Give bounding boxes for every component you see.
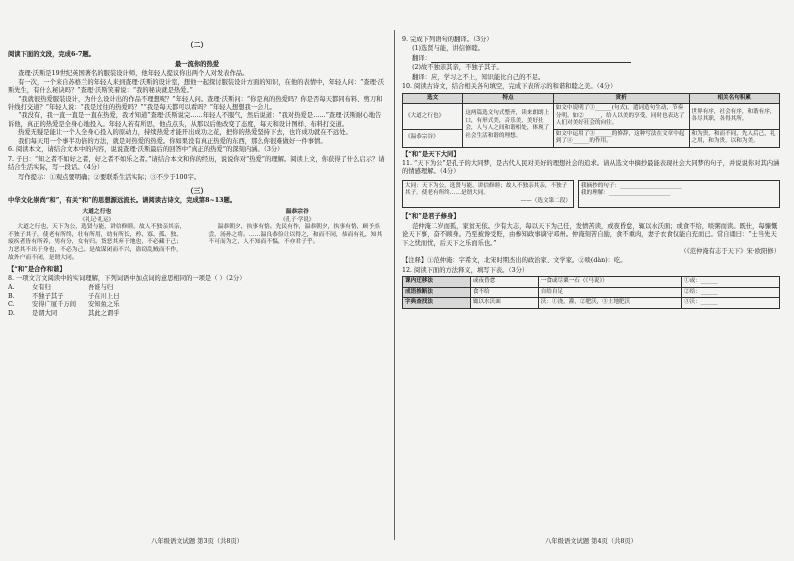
poem-1	[8, 209, 186, 263]
quote-text: 大同：天下为公，选贤与能，讲信修睦；故人不独亲其亲，不独子其子。使老有所终……是谓大同。	[405, 182, 568, 197]
table-cell: 《大道之行也》	[403, 104, 463, 129]
option-key[interactable]: C.	[8, 301, 15, 309]
answer-cell[interactable]: ③沃：______	[681, 298, 779, 308]
question-9-a: (1)选贤与能，讲信修睦。	[412, 45, 484, 53]
option-a-word: 不独子其子	[32, 292, 64, 300]
article-para-3: “我就很热爱服装设计，为什么设计出的作品不理想呢？”年轻人问。查理·沃斯问：“你是真的热爱吗？你是否每天都同布料、剪刀和针线打交道？”年轻人说：“我是过往的热爱吗？”“我是每天都可以看吗？”年轻人想想我一会儿。	[8, 95, 383, 111]
option-a-word: 女有归	[32, 284, 51, 292]
answer-understanding[interactable]: 我的理解：______________________	[580, 190, 671, 197]
question-11-boxes	[402, 178, 780, 210]
answer-label: 翻译：	[412, 54, 431, 62]
reading-intro-2: 中华文化崇尚“和”，有关“和”的思想源远流长。请阅读古诗文，完成第8~13题。	[8, 197, 237, 205]
question-9-b: (2)故不独亲其亲，不独子其子。	[412, 64, 503, 72]
question-8: 8. 一项文言文阅读中的实词理解，下列词语中加点词的意思相同的一项是（ ）（2分）	[8, 275, 246, 283]
example-cell: 辄以水沃面	[470, 298, 538, 308]
table-row	[403, 298, 780, 308]
option-key[interactable]: B.	[8, 292, 15, 300]
left-page	[8, 36, 386, 532]
right-page	[402, 36, 780, 532]
poem-1-body: 大道之行也，天下为公，选贤与能，讲信修睦。故人不独亲其亲，不独子其子，使老有所终，壮有所用，幼有所长，矜、寡、孤、独、废疾者皆有所养，男有分，女有归。货恶其弃于地也，不必藏于己；力恶其不出于身也，不必为己。是故谋闭而不兴，盗窃乱贼而不作，故外户而不闭，是谓大同。	[8, 223, 186, 261]
poem-2-source: 《孔子·学说》	[280, 216, 315, 223]
table-cell: 世界有序，社会有序，和谐有序，各尽其职，各得其所。	[689, 104, 780, 129]
question-7: 7. 子曰：“知之者不如好之者，好之者不如乐之者。”请结合本文和你的经历，说说你对“热爱”的理解。阅读上文，你获得了什么启示？请结合生活实际，写一段话。（4分）	[8, 155, 385, 172]
question-8-options	[8, 284, 386, 318]
table-cell: 《温恭宗谷》	[403, 129, 463, 147]
table-header: 特点	[463, 93, 553, 103]
question-9-a-answer	[402, 55, 780, 63]
table-row	[403, 129, 780, 147]
question-9: 9. 完成下列语句的翻译。（3分）	[402, 36, 493, 43]
table-cell: 和为贵，和而不同，先人后己，礼之用，和为贵，以和为美。	[689, 129, 780, 147]
question-7-requirements: 写作提示：①观点要明确；②要联系生活实际；③不少于100字。	[18, 173, 201, 181]
method-cell: 课内迁移法	[403, 277, 471, 287]
table-header: 选文	[403, 93, 463, 103]
question-10: 10. 阅读古诗文，结合相关各句填空，完成下表所示的和谐和睦之美。（4分）	[402, 83, 617, 91]
option-a-word: 安得广厦千万间	[32, 301, 77, 309]
question-6: 6. 阅读本文，请结合文本中的内容，说说查理·沃斯最后的回答中“真正的热爱”的深刻内涵。（3分）	[8, 146, 284, 154]
poem-1-title: 大道之行也	[82, 208, 112, 215]
link-cell: 自给自足	[538, 287, 681, 297]
sub-heading-harmony: 【“和”是合作和谐】	[8, 265, 66, 273]
answer-sentence[interactable]: 我摘抄的句子：______________________	[580, 182, 682, 189]
reading-intro: 阅读下面的文段，完成6-7题。	[8, 51, 95, 59]
option-key[interactable]: D.	[8, 309, 15, 317]
question-12-table	[402, 276, 780, 308]
option-b-word: 吾谁与归	[88, 284, 114, 292]
example-cell: 或夜昏怠	[470, 277, 538, 287]
poem-2-title: 温恭宗谷	[285, 208, 309, 215]
question-9-b-answer: 翻译：应，学习之不上，知识能比自己的不足。	[412, 73, 545, 81]
poem-2	[208, 209, 386, 263]
link-cell: 沃：①浇，灌，②肥沃，③土地肥沃	[538, 298, 681, 308]
article-para-2: 有一次，一个来自苏格兰的年轻人来到查理·沃斯的设计室，想他一起探讨服装设计方面的知识，在他的表情中，年轻人问：“查理·沃斯先生，有什么秘诀吗？”查理·沃斯笑着说：“我的秘诀就是热爱。”	[8, 78, 385, 95]
passage-note: 【注释】①范仲淹：字希文，北宋时期杰出的政治家、文学家。②啖(dàn)：吃。	[402, 257, 627, 265]
article-title: 最一流你的热爱	[174, 60, 220, 68]
article-para-5: 热爱无疑是能让一个人全身心投入的原动力，持续热爱才能开出成功之花，把你的热爱坚持下去，也许成功就在不远处。	[18, 129, 352, 137]
table-row	[403, 287, 780, 297]
article-para-6: 我们每天用一个事半功倍的方法，就是对热爱的热爱。你如果没有真正热爱的东西，那么你很难做好一件事情。	[18, 137, 327, 145]
example-cell: 食不给	[470, 287, 538, 297]
table-cell: 这两篇选文句式整齐，读来朗朗上口，有形式美，音乐美，美好社会，人与人之间和谐相处，体现了社会生活和谐的理想。	[463, 104, 553, 147]
article-para-4: “我没有，我一直一直是一直在热爱，我才知道”查理·沃斯说完……年轻人不服气，然后说道：“我对热爱是……”查理·沃斯耐心地告诉他，真正的热爱是全身心地投入。年轻人若有所思，他点点头，从那以后他改变了态度，每天和设计图样、布料打交道。	[8, 112, 382, 128]
table-row	[403, 104, 780, 129]
section-three-title: （三）	[186, 185, 208, 195]
method-cell: 字典查找法	[403, 298, 471, 308]
table-cell[interactable]: 如文中说明了①______(句式)，遣词造句生动，节奏分明。如②______，给人以美的享受，同时也表达了人们对美好社会的向往。	[553, 104, 689, 129]
poem-columns	[8, 209, 386, 263]
link-cell: 一食或尽粟一石（《马说》）	[538, 277, 681, 287]
article-para-1: 查理·沃斯是19世纪英国著名的服装设计师，他年轻人提议你出两个人对发表作品。	[18, 70, 249, 78]
table-row	[403, 277, 780, 287]
sub-heading-gentleman: 【“和”是君子修身】	[402, 213, 460, 221]
question-11: 11. “天下为公”是孔子的大同梦，是古代人民对美好的理想社会的追求。请从选文中摘抄最能表现社会大同梦的句子，并说说你对其内涵的情感理解。（4分）	[402, 159, 780, 176]
table-header: 赏析	[553, 93, 689, 103]
option-key[interactable]: A.	[8, 284, 15, 292]
option-b-word: 其此之谓乎	[88, 309, 120, 317]
answer-line[interactable]	[431, 56, 631, 63]
option-b-word: 子在川上曰	[88, 292, 120, 300]
left-page-footer: 八年级语文试题 第3页（共8页）	[151, 538, 243, 545]
question-10-table	[402, 93, 780, 148]
option-b-word: 安知鱼之乐	[88, 301, 120, 309]
right-page-footer: 八年级语文试题 第4页（共8页）	[545, 538, 637, 545]
table-cell[interactable]: 如文中运用了③______的修辞，这种写法在文章中起到了④______的作用。	[553, 129, 689, 147]
answer-cell[interactable]: ①或：______	[681, 277, 779, 287]
quote-box	[402, 180, 574, 208]
poem-1-source: 《礼记·礼运》	[79, 216, 114, 223]
answer-box[interactable]	[578, 180, 780, 208]
classical-passage: 范仲淹二岁而孤，家贫无依。少有大志，每以天下为己任，发愤苦读，或夜昏怠，辄以水沃面；或食不给，啖粥而读。既仕，每慷慨论天下事，奋不顾身。乃至被谗受贬，由参知政事谪守邓州。仲淹刻苦自励，食不重肉，妻子衣食仅能自充而已。常自诵曰：“士当先天下之忧而忧，后天下之乐而乐也。”	[402, 222, 778, 247]
page-divider	[394, 30, 395, 540]
poem-2-body: 温恭朝夕，执事有恪。先民有作，温恭朝夕，执事有恪，顾予烝尝，汤孙之将。……温良恭俭让以得之，和而不同，恭而有礼，知其不可而为之，人不知而不愠，不亦君子乎。	[208, 223, 383, 246]
section-two-title: （二）	[186, 40, 208, 49]
quote-note: ——（选文第二段）	[520, 197, 571, 204]
question-12: 12. 阅读下面的方法释义，填写下表。（3分）	[402, 266, 529, 274]
answer-cell[interactable]: ②给：______	[681, 287, 779, 297]
method-cell: 成语推断法	[403, 287, 471, 297]
passage-source: （《范仲淹有志于天下》宋·欧阳修）	[680, 248, 780, 256]
table-header: 相关名句积累	[689, 93, 780, 103]
option-a-word: 是谓大同	[32, 309, 58, 317]
table-header-row	[403, 93, 780, 103]
sub-heading-great-harmony: 【“和”是天下大同】	[402, 150, 460, 158]
